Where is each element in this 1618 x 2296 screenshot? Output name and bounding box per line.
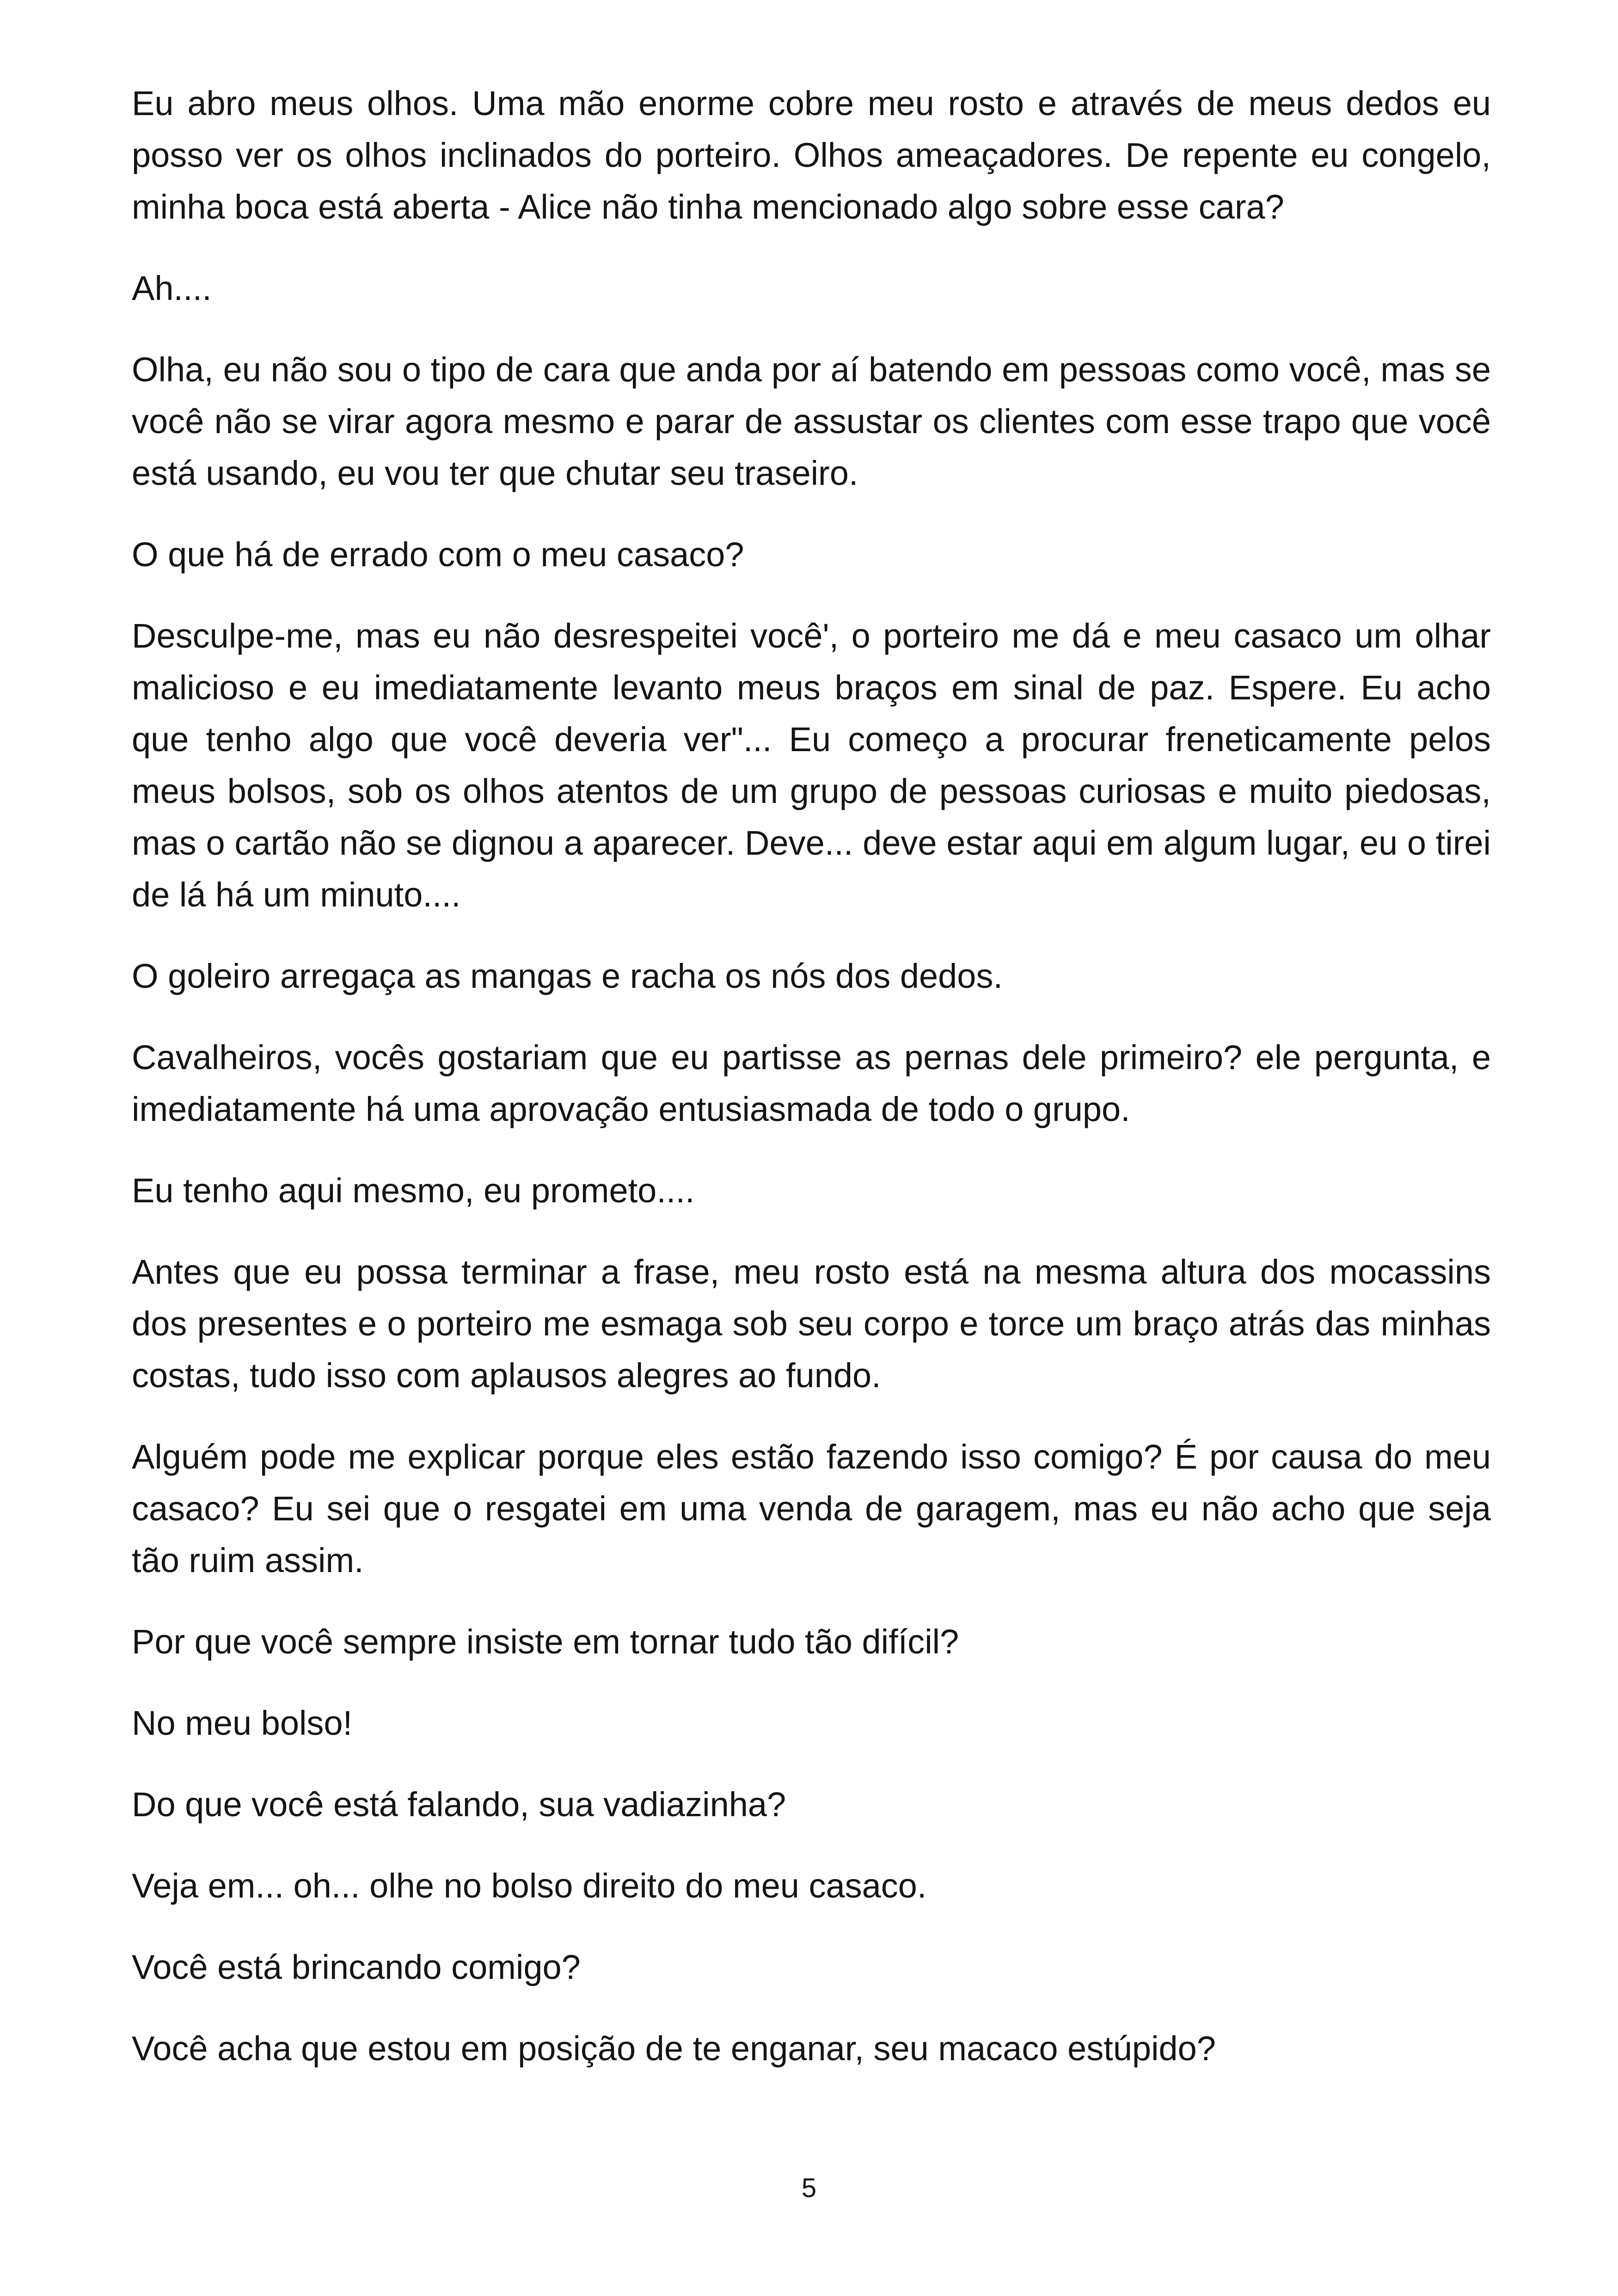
- body-text: [132, 78, 1491, 2104]
- paragraph-6: O goleiro arregaça as mangas e racha os nós dos dedos.: [132, 957, 1003, 995]
- paragraph-3: Olha, eu não sou o tipo de cara que anda por aí batendo em pessoas como você, mas se você não se virar agora mesmo e parar de assustar os clientes com esse trapo que você está usando, eu vou ter que chutar seu traseiro.: [132, 350, 1491, 492]
- page-number: 5: [801, 2173, 817, 2203]
- paragraph-4: O que há de errado com o meu casaco?: [132, 535, 744, 574]
- paragraph-5: Desculpe-me, mas eu não desrespeitei você', o porteiro me dá e meu casaco um olhar malicioso e eu imediatamente levanto meus braços em sinal de paz. Espere. Eu acho que tenho algo que você deveria ver"... Eu começo a procurar freneticamente pelos meus bolsos, sob os olhos atentos de um grupo de pessoas curiosas e muito piedosas, mas o cartão não se dignou a aparecer. Deve... deve estar aqui em algum lugar, eu o tirei de lá há um minuto....: [132, 617, 1491, 914]
- paragraph-12: No meu bolso!: [132, 1704, 353, 1742]
- paragraph-16: Você acha que estou em posição de te enganar, seu macaco estúpido?: [132, 2029, 1216, 2068]
- paragraph-10: Alguém pode me explicar porque eles estão fazendo isso comigo? É por causa do meu casaco? Eu sei que o resgatei em uma venda de garagem, mas eu não acho que seja tão ruim assim.: [132, 1438, 1491, 1580]
- paragraph-8: Eu tenho aqui mesmo, eu prometo....: [132, 1171, 695, 1210]
- paragraph-11: Por que você sempre insiste em tornar tudo tão difícil?: [132, 1623, 959, 1661]
- paragraph-13: Do que você está falando, sua vadiazinha?: [132, 1785, 786, 1824]
- paragraph-14: Veja em... oh... olhe no bolso direito do meu casaco.: [132, 1867, 927, 1905]
- paragraph-2: Ah....: [132, 269, 212, 307]
- paragraph-15: Você está brincando comigo?: [132, 1948, 581, 1986]
- paragraph-7: Cavalheiros, vocês gostariam que eu partisse as pernas dele primeiro? ele pergunta, e imediatamente há uma aprovação entusiasmada de todo o grupo.: [132, 1038, 1491, 1128]
- paragraph-1: Eu abro meus olhos. Uma mão enorme cobre meu rosto e através de meus dedos eu posso ver os olhos inclinados do porteiro. Olhos ameaçadores. De repente eu congelo, minha boca está aberta - Alice não tinha mencionado algo sobre esse cara?: [132, 84, 1491, 226]
- paragraph-9: Antes que eu possa terminar a frase, meu rosto está na mesma altura dos mocassins dos presentes e o porteiro me esmaga sob seu corpo e torce um braço atrás das minhas costas, tudo isso com aplausos alegres ao fundo.: [132, 1253, 1491, 1395]
